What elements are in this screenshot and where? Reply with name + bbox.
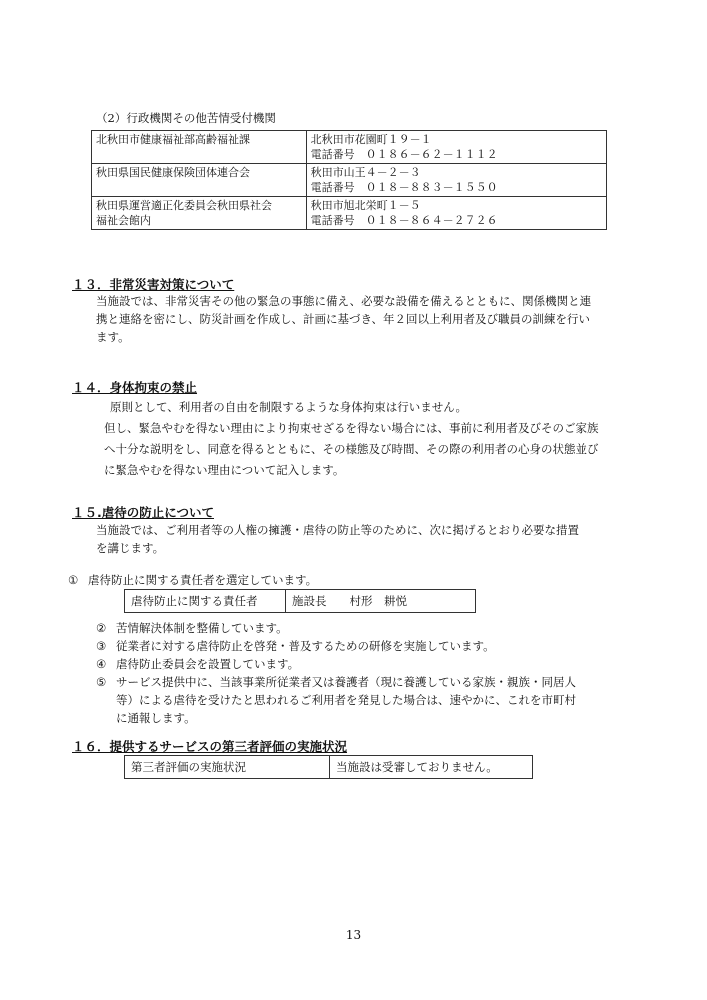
list-item-text: 虐待防止委員会を設置しています。 <box>116 657 300 671</box>
agency-address: 秋田市旭北栄町１－５ <box>310 199 421 212</box>
list-marker: ③ <box>96 639 107 653</box>
section-13-heading: １３．非常災害対策について <box>72 277 235 292</box>
evaluation-value: 当施設は受審しておりません。 <box>329 756 504 778</box>
section-14-heading: １４．身体拘束の禁止 <box>72 380 198 395</box>
section-15-intro <box>96 521 641 557</box>
list-item <box>96 637 646 655</box>
paragraph-line: ます。 <box>96 330 130 344</box>
section-15-heading: １５.虐待の防止について <box>72 505 214 520</box>
agency-name: 北秋田市健康福祉部高齢福祉課 <box>92 131 307 164</box>
list-item-text: 従業者に対する虐待防止を啓発・普及するための研修を実施しています。 <box>116 639 495 653</box>
agency-contact <box>306 164 606 197</box>
agency-name-line: 福祉会館内 <box>96 214 151 227</box>
list-item <box>96 655 646 673</box>
table-row <box>92 164 607 197</box>
agency-name-line: 秋田県運営適正化委員会秋田県社会 <box>96 199 272 212</box>
paragraph-line: へ十分な説明をし、同意を得るとともに、その様態及び時間、その際の利用者の心身の状態並び <box>104 442 599 456</box>
paragraph-line: 但し、緊急やむを得ない理由により拘束せざるを得ない場合には、事前に利用者及びそのご家族 <box>104 421 599 435</box>
evaluation-label: 第三者評価の実施状況 <box>131 760 246 774</box>
agency-section-heading: （2）行政機関その他苦情受付機関 <box>96 111 276 125</box>
table-row <box>92 197 607 230</box>
complaint-agency-table <box>91 130 607 230</box>
measures-list <box>96 619 646 727</box>
paragraph-line: に緊急やむを得ない理由について記入します。 <box>104 463 345 477</box>
agency-contact <box>306 131 606 164</box>
list-item <box>96 619 646 637</box>
agency-name: 秋田県国民健康保険団体連合会 <box>92 164 307 197</box>
agency-name <box>92 197 307 230</box>
list-item <box>68 571 317 589</box>
paragraph-line: 当施設では、非常災害その他の緊急の事態に備え、必要な設備を備えるとともに、関係機関と連 <box>96 294 592 308</box>
list-marker: ⑤ <box>96 675 107 689</box>
section-14-body <box>104 397 649 481</box>
agency-phone: 電話番号 ０１８６－６２－１１１２ <box>310 148 498 161</box>
agency-address: 北秋田市花園町１９－１ <box>310 133 432 146</box>
paragraph-line: 原則として、利用者の自由を制限するような身体拘束は行いません。 <box>110 400 467 414</box>
agency-phone: 電話番号 ０１８－８８３－１５５０ <box>310 181 498 194</box>
agency-contact <box>306 197 606 230</box>
list-item-text: 虐待防止に関する責任者を選定しています。 <box>88 573 318 587</box>
section-16-heading: １６．提供するサービスの第三者評価の実施状況 <box>72 739 348 754</box>
page-number: 13 <box>345 928 362 942</box>
list-marker: ② <box>96 621 107 635</box>
list-marker: ① <box>68 573 79 587</box>
responsible-value: 施設長 村形 耕悦 <box>285 590 413 612</box>
third-party-evaluation-table <box>124 755 533 779</box>
paragraph-line: サービス提供中に、当該事業所従業者又は養護者（現に養護している家族・親族・同居人 <box>116 675 576 689</box>
agency-phone: 電話番号 ０１８－８６４－２７２６ <box>310 214 498 227</box>
paragraph-line: 携と連絡を密にし、防災計画を作成し、計画に基づき、年２回以上利用者及び職員の訓練を行い <box>96 312 591 326</box>
responsible-person-table <box>124 589 476 613</box>
paragraph-line: 等）による虐待を受けたと思われるご利用者を発見した場合は、速やかに、これを市町村 <box>116 693 576 707</box>
list-item <box>96 673 646 727</box>
list-item-text <box>116 673 576 727</box>
table-row <box>92 131 607 164</box>
paragraph-line: を講じます。 <box>96 541 165 555</box>
section-13-body <box>96 292 641 346</box>
paragraph-line: 当施設では、ご利用者等の人権の擁護・虐待の防止等のために、次に掲げるとおり必要な措置 <box>96 523 579 537</box>
list-item-text: 苦情解決体制を整備しています。 <box>116 621 288 635</box>
responsible-label: 虐待防止に関する責任者 <box>131 594 258 608</box>
agency-address: 秋田市山王４－２－３ <box>310 166 421 179</box>
list-marker: ④ <box>96 657 107 671</box>
paragraph-line: に通報します。 <box>116 711 196 725</box>
